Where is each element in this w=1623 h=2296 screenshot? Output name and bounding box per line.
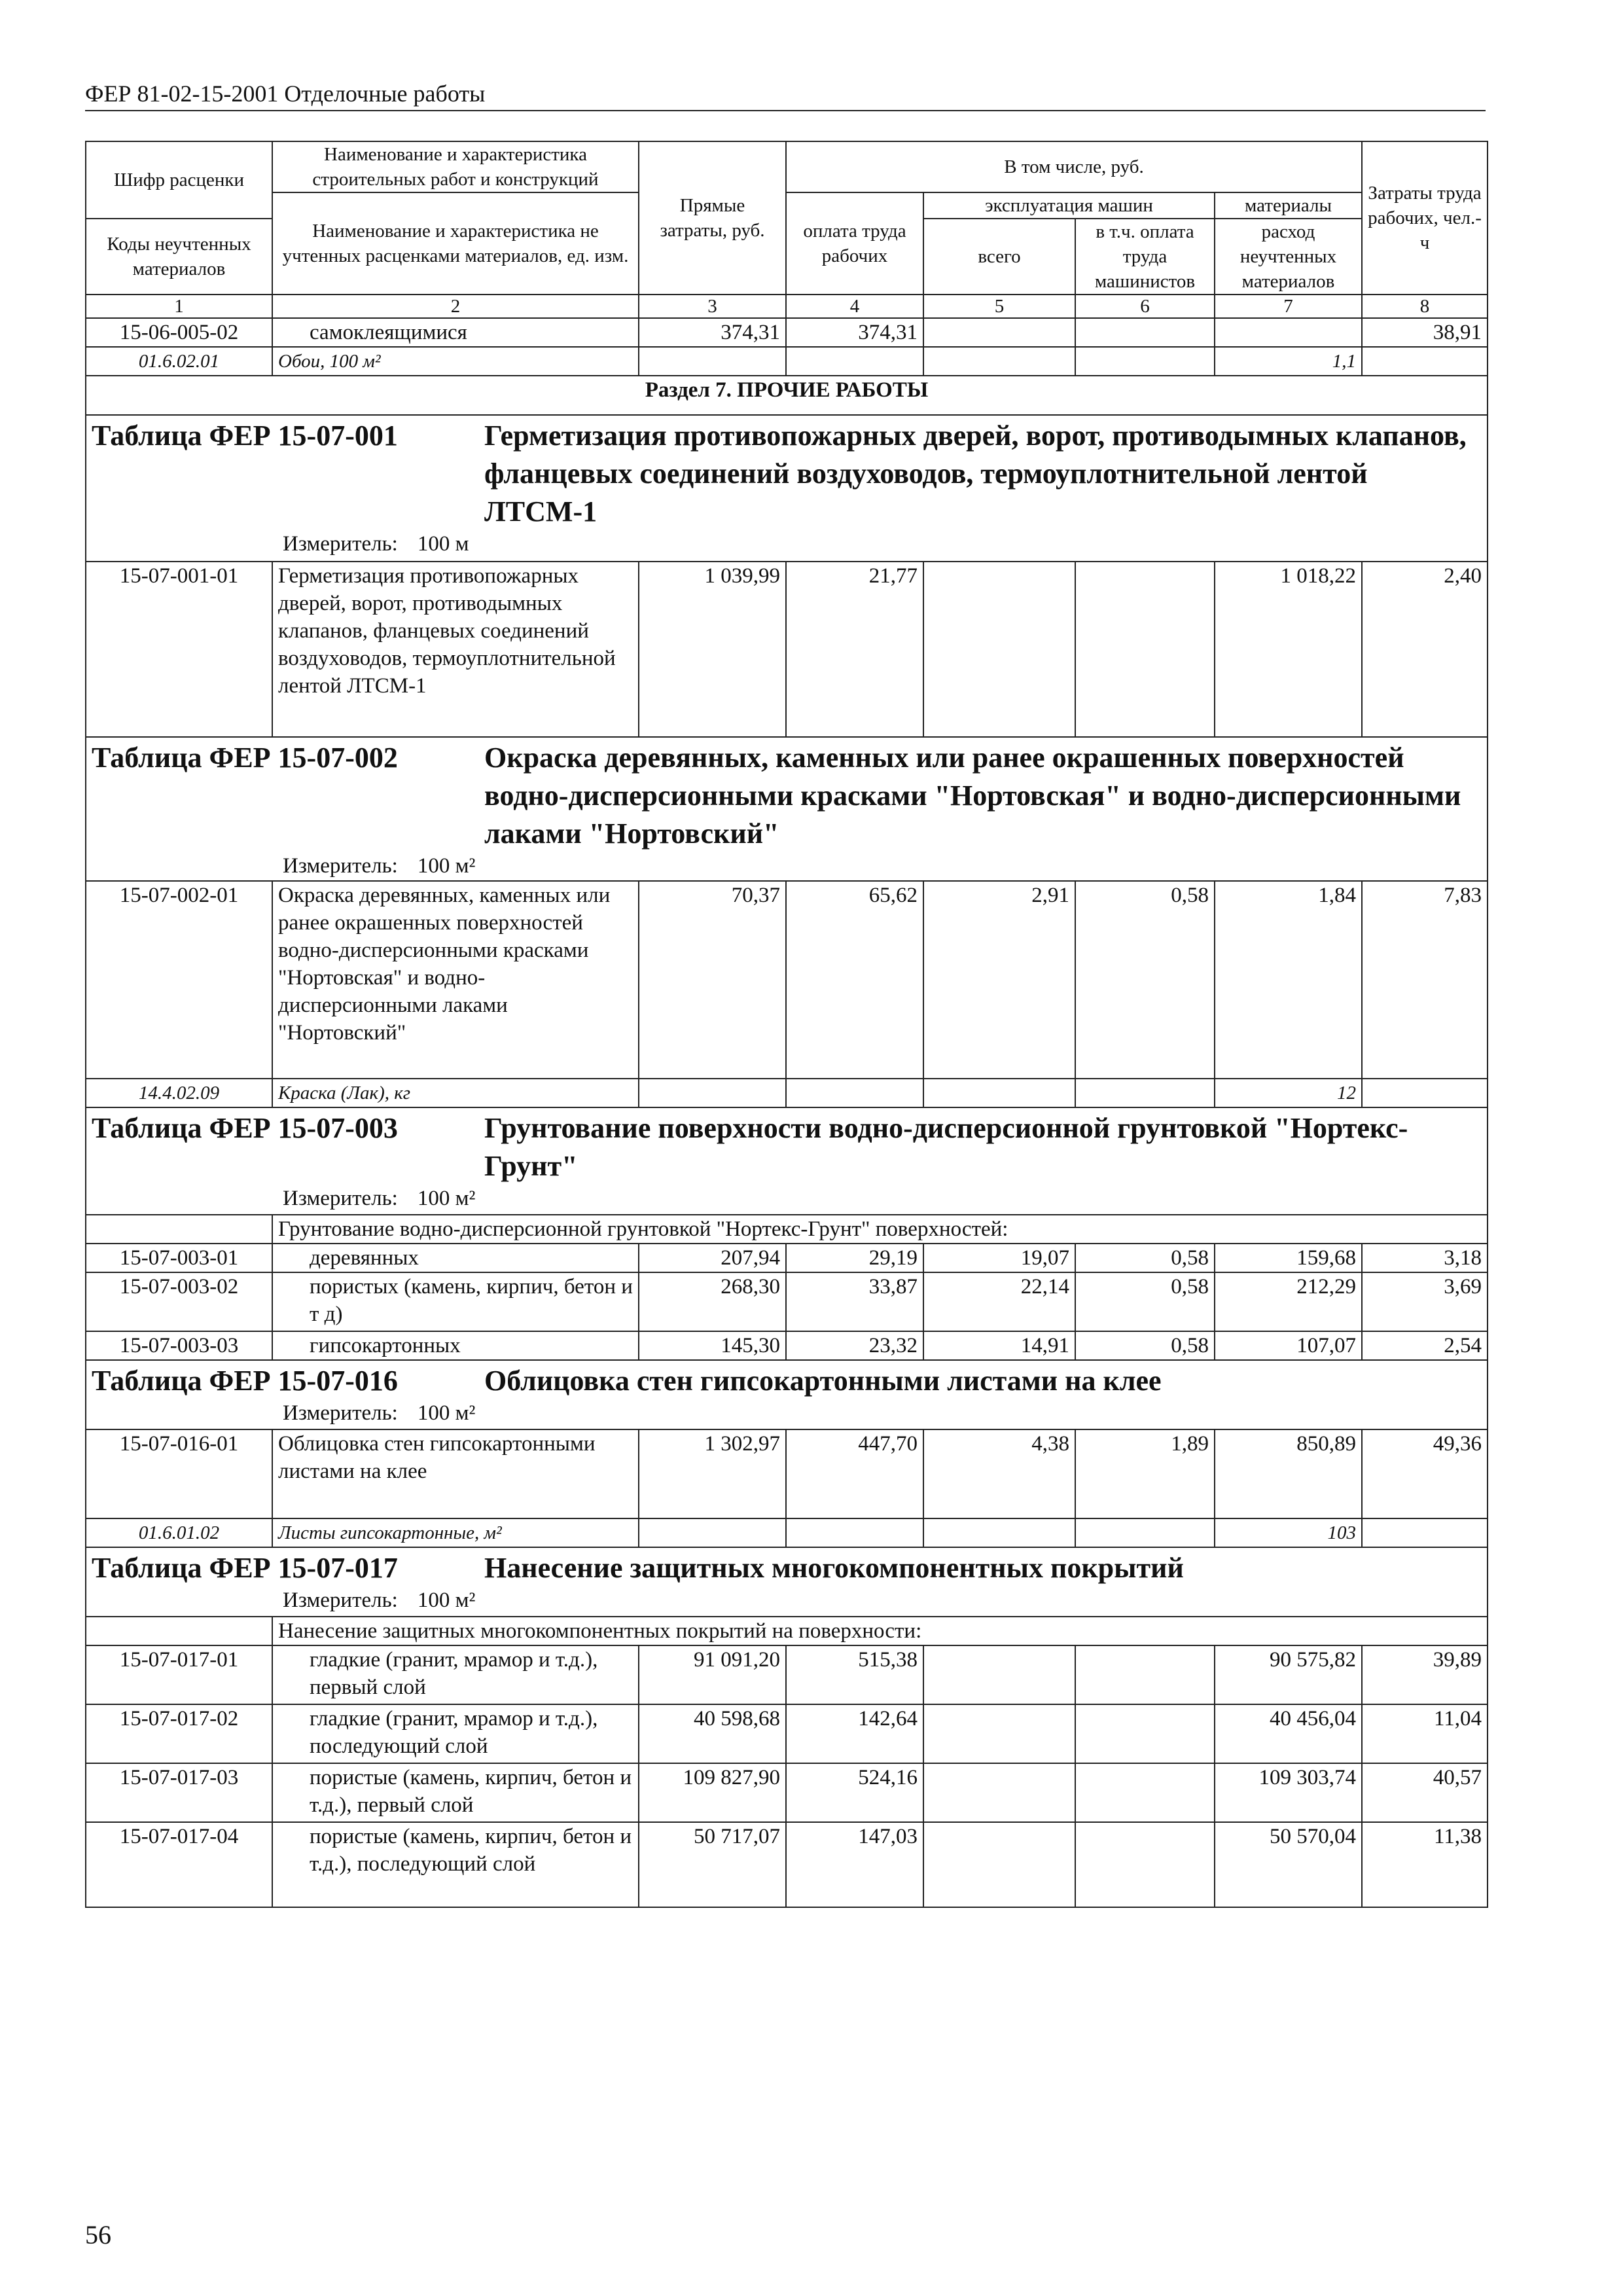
- col-number: 3: [639, 295, 786, 318]
- col-header-unacc-name: Наименование и характеристика не учтенных расценками материалов, ед. изм.: [272, 192, 639, 295]
- page-number: 56: [85, 2220, 111, 2250]
- labor-cost: 2,54: [1362, 1331, 1488, 1360]
- wages-cost: 524,16: [786, 1763, 923, 1822]
- wages-cost: 33,87: [786, 1272, 923, 1331]
- table-row: [86, 1763, 1488, 1822]
- rate-name: пористых (камень, кирпич, бетон и т д): [272, 1272, 639, 1331]
- rate-name: гладкие (гранит, мрамор и т.д.), первый слой: [272, 1645, 639, 1704]
- materials-cost: 212,29: [1215, 1272, 1362, 1331]
- machines-total: 4,38: [923, 1429, 1075, 1518]
- meter-value: 100 м²: [417, 1588, 476, 1612]
- machines-total: 14,91: [923, 1331, 1075, 1360]
- materials-cost: 109 303,74: [1215, 1763, 1362, 1822]
- table-code: Таблица ФЕР 15-07-016: [92, 1365, 398, 1397]
- col-header-machines: эксплуатация машин: [923, 192, 1215, 219]
- material-code: 01.6.02.01: [86, 347, 272, 376]
- page-header: ФЕР 81-02-15-2001 Отделочные работы: [85, 77, 1486, 111]
- table-title: Герметизация противопожарных дверей, ворот, противодымных клапанов, фланцевых соединений воздуховодов, термоуплотнительной лентой ЛТСМ-1: [484, 420, 1467, 528]
- materials-cost: 50 570,04: [1215, 1822, 1362, 1907]
- col-number: 4: [786, 295, 923, 318]
- col-number: 2: [272, 295, 639, 318]
- direct-cost: 109 827,90: [639, 1763, 786, 1822]
- meter-value: 100 м: [417, 532, 469, 556]
- col-header-unacc-consumption: расход неучтенных материалов: [1215, 219, 1362, 295]
- rate-name: деревянных: [272, 1244, 639, 1272]
- table-block-002: [86, 737, 1488, 881]
- col-header-direct: Прямые затраты, руб.: [639, 141, 786, 295]
- wages-cost: 147,03: [786, 1822, 923, 1907]
- material-name: Листы гипсокартонные, м²: [272, 1518, 639, 1547]
- wages-cost: 374,31: [786, 318, 923, 347]
- direct-cost: 1 302,97: [639, 1429, 786, 1518]
- material-qty: 12: [1215, 1079, 1362, 1107]
- rate-code: 15-07-016-01: [86, 1429, 272, 1518]
- table-row: [86, 1079, 1488, 1107]
- meter-value: 100 м²: [417, 1401, 476, 1425]
- table-row: [86, 1272, 1488, 1331]
- wages-cost: 447,70: [786, 1429, 923, 1518]
- direct-cost: 268,30: [639, 1272, 786, 1331]
- table-title: Нанесение защитных многокомпонентных покрытий: [484, 1552, 1184, 1584]
- meter-value: 100 м²: [417, 1187, 476, 1210]
- wages-cost: 142,64: [786, 1704, 923, 1763]
- group-heading: Грунтование водно-дисперсионной грунтовкой "Нортекс-Грунт" поверхностей:: [272, 1215, 1488, 1244]
- meter-label: Измеритель:: [283, 1588, 398, 1612]
- materials-cost: 850,89: [1215, 1429, 1362, 1518]
- col-number: 7: [1215, 295, 1362, 318]
- labor-cost: 3,18: [1362, 1244, 1488, 1272]
- rate-code: 15-07-017-04: [86, 1822, 272, 1907]
- rate-name: Облицовка стен гипсокартонными листами на клее: [272, 1429, 639, 1518]
- table-code: Таблица ФЕР 15-07-003: [92, 1112, 398, 1144]
- rate-code: 15-07-001-01: [86, 562, 272, 737]
- material-qty: 103: [1215, 1518, 1362, 1547]
- materials-cost: 107,07: [1215, 1331, 1362, 1360]
- rate-name: Герметизация противопожарных дверей, ворот, противодымных клапанов, фланцевых соединений воздуховодов, термоуплотнительной лентой ЛТСМ-1: [272, 562, 639, 737]
- col-header-wages: оплата труда рабочих: [786, 192, 923, 295]
- table-code: Таблица ФЕР 15-07-017: [92, 1552, 398, 1584]
- wages-cost: 515,38: [786, 1645, 923, 1704]
- labor-cost: 38,91: [1362, 318, 1488, 347]
- machine-wages: 0,58: [1075, 881, 1215, 1079]
- col-number: 5: [923, 295, 1075, 318]
- col-header-name: Наименование и характеристика строительных работ и конструкций: [272, 141, 639, 192]
- direct-cost: 40 598,68: [639, 1704, 786, 1763]
- materials-cost: 90 575,82: [1215, 1645, 1362, 1704]
- table-code: Таблица ФЕР 15-07-001: [92, 420, 398, 452]
- material-code: 01.6.01.02: [86, 1518, 272, 1547]
- direct-cost: 145,30: [639, 1331, 786, 1360]
- table-row: [86, 1822, 1488, 1907]
- table-title: Окраска деревянных, каменных или ранее окрашенных поверхностей водно-дисперсионными красками "Нортовская" и водно-дисперсионными лаками "Нортовский": [484, 742, 1461, 850]
- direct-cost: 50 717,07: [639, 1822, 786, 1907]
- table-title: Грунтование поверхности водно-дисперсионной грунтовкой "Нортекс-Грунт": [484, 1112, 1408, 1182]
- table-row: [86, 347, 1488, 376]
- meter-label: Измеритель:: [283, 854, 398, 878]
- table-row: [86, 881, 1488, 1079]
- col-number: 8: [1362, 295, 1488, 318]
- meter-label: Измеритель:: [283, 532, 398, 556]
- section-title: Раздел 7. ПРОЧИЕ РАБОТЫ: [86, 376, 1488, 415]
- machines-total: 2,91: [923, 881, 1075, 1079]
- rate-code: 15-07-017-02: [86, 1704, 272, 1763]
- direct-cost: 1 039,99: [639, 562, 786, 737]
- price-table: [85, 141, 1488, 1908]
- rate-code: 15-07-003-03: [86, 1331, 272, 1360]
- table-row: [86, 1429, 1488, 1518]
- direct-cost: 374,31: [639, 318, 786, 347]
- rate-code: 15-07-017-01: [86, 1645, 272, 1704]
- rate-code: 15-07-017-03: [86, 1763, 272, 1822]
- col-number: 1: [86, 295, 272, 318]
- group-heading: Нанесение защитных многокомпонентных покрытий на поверхности:: [272, 1617, 1488, 1645]
- materials-cost: 1,84: [1215, 881, 1362, 1079]
- labor-cost: 3,69: [1362, 1272, 1488, 1331]
- rate-name: гипсокартонных: [272, 1331, 639, 1360]
- wages-cost: 23,32: [786, 1331, 923, 1360]
- direct-cost: 70,37: [639, 881, 786, 1079]
- labor-cost: 11,04: [1362, 1704, 1488, 1763]
- table-row: [86, 1244, 1488, 1272]
- col-header-mach-wages: в т.ч. оплата труда машинистов: [1075, 219, 1215, 295]
- table-row: [86, 1704, 1488, 1763]
- rate-name: пористые (камень, кирпич, бетон и т.д.), последующий слой: [272, 1822, 639, 1907]
- table-row: [86, 1518, 1488, 1547]
- machine-wages: 0,58: [1075, 1244, 1215, 1272]
- col-header-code: Шифр расценки: [86, 141, 272, 219]
- table-block-017: [86, 1547, 1488, 1617]
- direct-cost: 207,94: [639, 1244, 786, 1272]
- col-header-total: всего: [923, 219, 1075, 295]
- wages-cost: 29,19: [786, 1244, 923, 1272]
- table-row: [86, 1331, 1488, 1360]
- materials-cost: 1 018,22: [1215, 562, 1362, 737]
- material-qty: 1,1: [1215, 347, 1362, 376]
- col-header-unacc-codes: Коды неучтенных материалов: [86, 219, 272, 295]
- rate-code: 15-07-003-02: [86, 1272, 272, 1331]
- labor-cost: 11,38: [1362, 1822, 1488, 1907]
- rate-name: самоклеящимися: [272, 318, 639, 347]
- labor-cost: 2,40: [1362, 562, 1488, 737]
- meter-label: Измеритель:: [283, 1187, 398, 1210]
- labor-cost: 40,57: [1362, 1763, 1488, 1822]
- table-row: [86, 318, 1488, 347]
- material-name: Краска (Лак), кг: [272, 1079, 639, 1107]
- labor-cost: 39,89: [1362, 1645, 1488, 1704]
- table-row: [86, 1645, 1488, 1704]
- table-block-001: [86, 415, 1488, 562]
- col-header-materials: материалы: [1215, 192, 1362, 219]
- material-code: 14.4.02.09: [86, 1079, 272, 1107]
- rate-name: Окраска деревянных, каменных или ранее окрашенных поверхностей водно-дисперсионными красками "Нортовская" и водно-дисперсионными лаками "Нортовский": [272, 881, 639, 1079]
- rate-code: 15-06-005-02: [86, 318, 272, 347]
- wages-cost: 65,62: [786, 881, 923, 1079]
- rate-name: пористые (камень, кирпич, бетон и т.д.), первый слой: [272, 1763, 639, 1822]
- col-header-labor: Затраты труда рабочих, чел.-ч: [1362, 141, 1488, 295]
- rate-code: 15-07-002-01: [86, 881, 272, 1079]
- table-row: [86, 562, 1488, 737]
- col-number: 6: [1075, 295, 1215, 318]
- meter-label: Измеритель:: [283, 1401, 398, 1425]
- table-code: Таблица ФЕР 15-07-002: [92, 742, 398, 774]
- materials-cost: 40 456,04: [1215, 1704, 1362, 1763]
- table-block-003: [86, 1107, 1488, 1215]
- meter-value: 100 м²: [417, 854, 476, 878]
- labor-cost: 7,83: [1362, 881, 1488, 1079]
- machine-wages: 1,89: [1075, 1429, 1215, 1518]
- wages-cost: 21,77: [786, 562, 923, 737]
- table-block-016: [86, 1360, 1488, 1429]
- rate-name: гладкие (гранит, мрамор и т.д.), последующий слой: [272, 1704, 639, 1763]
- machine-wages: 0,58: [1075, 1272, 1215, 1331]
- labor-cost: 49,36: [1362, 1429, 1488, 1518]
- materials-cost: 159,68: [1215, 1244, 1362, 1272]
- material-name: Обои, 100 м²: [272, 347, 639, 376]
- direct-cost: 91 091,20: [639, 1645, 786, 1704]
- machines-total: 19,07: [923, 1244, 1075, 1272]
- col-header-incl: В том числе, руб.: [786, 141, 1362, 192]
- machines-total: 22,14: [923, 1272, 1075, 1331]
- machine-wages: 0,58: [1075, 1331, 1215, 1360]
- table-title: Облицовка стен гипсокартонными листами на клее: [484, 1365, 1162, 1397]
- rate-code: 15-07-003-01: [86, 1244, 272, 1272]
